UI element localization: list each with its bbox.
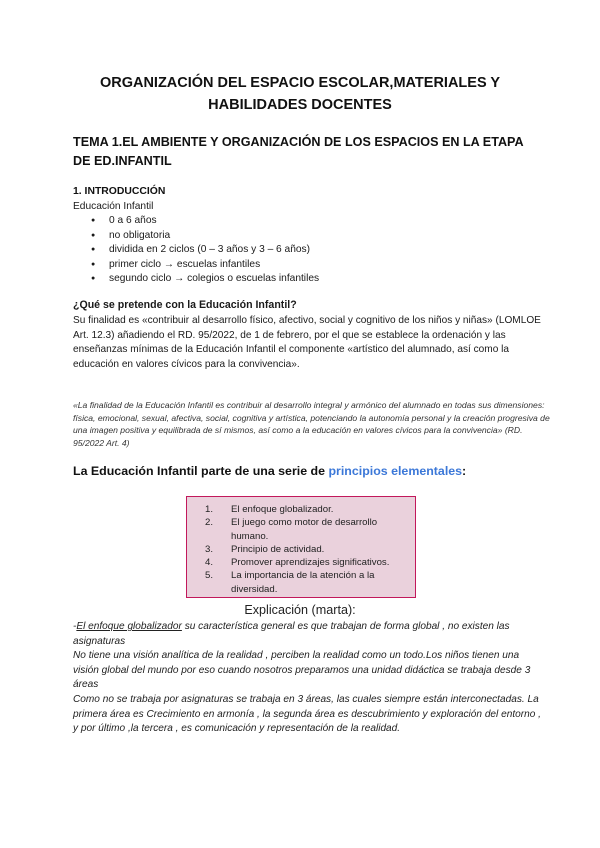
principles-heading-prefix: La Educación Infantil parte de una serie de [73,464,329,478]
rd-quote: «La finalidad de la Educación Infantil es contribuir al desarrollo integral y armónico del alumnado en todas sus dimensiones: física, emocional, sexual, afectiva, social, cognitiva y artística, potenciando la autonomía personal y la creación progresiva de una imagen positiva y equilibrada de sí mismos, así como a la educación en valores cívicos para la convivencia» (RD. 95/2022 Art. 4) [73,400,550,448]
item-text: El juego como motor de desarrollo humano. [231,517,378,542]
explanation-title: Explicación (marta): [244,603,356,617]
principles-heading [73,464,466,478]
question-heading: ¿Qué se pretende con la Educación Infantil? [73,299,297,311]
item-text: El enfoque globalizador. [231,504,334,515]
list-item [187,556,415,569]
intro-bullet-list [73,214,533,287]
section-heading-introduccion: 1. INTRODUCCIÓN [73,186,166,197]
item-number: 5. [205,570,214,582]
tema-heading: TEMA 1.EL AMBIENTE Y ORGANIZACIÓN DE LOS ESPACIOS EN LA ETAPA DE ED.INFANTIL [73,135,524,168]
list-item: ● primer ciclo → escuelas infantiles [73,258,533,273]
principles-link[interactable]: principios elementales [328,464,463,478]
explanation-paragraph-2: No tiene una visión analítica de la realidad , perciben la realidad como un todo.Los niños tienen una visión global del mundo por eso cuando nosotros preparamos una unidad didáctica se trabaja desde 3 áreas [73,650,531,691]
principles-box [186,496,416,598]
explanation-paragraph-3: Como no se trabaja por asignaturas se trabaja en 3 áreas, las cuales siempre están interconectadas. La primera área es Crecimiento en armonía , la segunda área es descubrimiento y exploración del entorno , y por último ,la tercera , es comunicación y representación de la realidad. [73,693,541,735]
list-item: ● segundo ciclo → colegios o escuelas infantiles [73,272,533,287]
explanation-rest: su característica general es que trabajan de forma global , no existen las asignaturas [73,621,510,647]
item-text: La importancia de la atención a la diversidad. [231,570,375,595]
explanation-prefix: - [73,621,77,632]
title-line-2: HABILIDADES DOCENTES [208,97,392,113]
finalidad-paragraph: Su finalidad es «contribuir al desarrollo físico, afectivo, social y cognitivo de los niños y niñas» (LOMLOE Art. 12.3) añadiendo el RD. 95/2022, de 1 de febrero, por el que se establece la ordenación y las enseñanzas mínimas de la Educación Infantil el componente «artístico del alumnado, así como la educación en valores cívicos para la convivencia». [73,315,541,370]
item-text: Promover aprendizajes significativos. [231,557,390,569]
list-item: ● dividida en 2 ciclos (0 – 3 años y 3 – 6 años) [73,243,533,258]
item-number: 1. [205,504,214,515]
explanation-line-1 [73,620,543,649]
document-title [40,72,560,116]
list-item [187,569,415,596]
list-item: ● no obligatoria [73,229,533,244]
item-number: 4. [205,557,214,569]
intro-label: Educación Infantil [73,201,154,212]
list-item [187,516,415,543]
principles-heading-suffix: : [462,464,467,478]
item-number: 2. [205,517,214,529]
title-line-1: ORGANIZACIÓN DEL ESPACIO ESCOLAR,MATERIALES Y [99,75,501,91]
item-number: 3. [205,543,214,555]
principles-list [187,503,415,596]
list-item: ● 0 a 6 años [73,214,533,229]
explanation-body [73,620,543,737]
list-item [187,543,415,556]
list-item [187,503,415,516]
item-text: Principio de actividad. [231,543,325,555]
explanation-term: El enfoque globalizador [76,621,182,632]
